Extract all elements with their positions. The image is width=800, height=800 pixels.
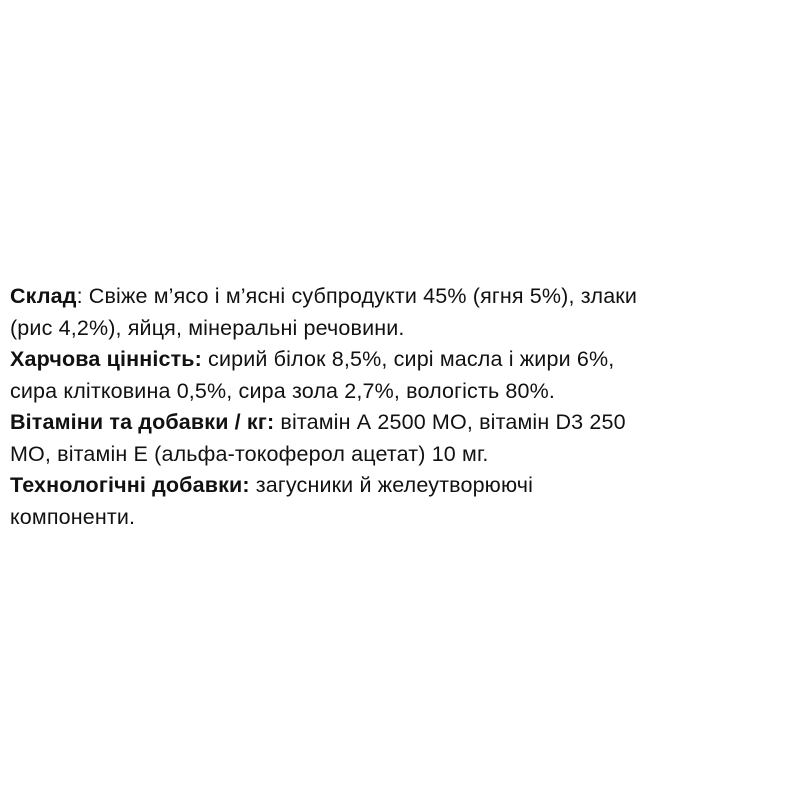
nutritional-line-1 (10, 344, 790, 376)
vitamins-line-1 (10, 407, 790, 439)
ingredients-text-block (10, 281, 790, 533)
vitamins-label: Вітаміни та добавки / кг: (10, 410, 275, 434)
additives-line-1 (10, 470, 790, 502)
composition-label: Склад (10, 284, 77, 308)
nutritional-label: Харчова цінність: (10, 347, 202, 371)
section-technological-additives (10, 470, 790, 533)
section-composition (10, 281, 790, 344)
section-vitamins (10, 407, 790, 470)
vitamins-line-2: МО, вітамін Е (альфа-токоферол ацетат) 10 мг. (10, 441, 489, 466)
additives-line-2: компоненти. (10, 504, 136, 529)
additives-label: Технологічні добавки: (10, 473, 250, 497)
vitamins-text-1: вітамін А 2500 МО, вітамін D3 250 (274, 410, 626, 434)
nutritional-text-1: сирий білок 8,5%, сирі масла і жири 6%, (201, 347, 615, 371)
nutritional-line-2: сира клітковина 0,5%, сира зола 2,7%, вологість 80%. (10, 378, 556, 403)
composition-line-1 (10, 281, 790, 313)
additives-text-1: загусники й желеутворюючі (249, 473, 534, 497)
composition-label-colon: : (76, 284, 83, 308)
composition-text-1: Свіже м’ясо і м’ясні субпродукти 45% (ягня 5%), злаки (82, 284, 638, 308)
composition-line-2: (рис 4,2%), яйця, мінеральні речовини. (10, 315, 405, 340)
section-nutritional-value (10, 344, 790, 407)
